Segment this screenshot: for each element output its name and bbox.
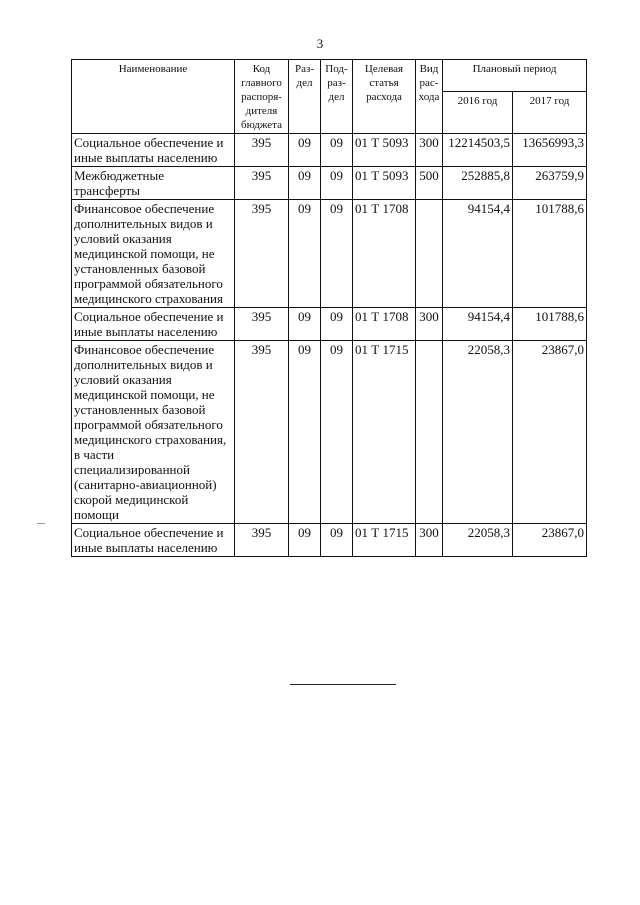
cell-target: 01 Т 5093 [353, 167, 416, 200]
cell-target: 01 Т 1715 [353, 341, 416, 524]
cell-section: 09 [289, 308, 321, 341]
header-target: Целевая статья расхода [353, 60, 416, 134]
cell-target: 01 Т 1708 [353, 308, 416, 341]
cell-2017: 23867,0 [513, 341, 587, 524]
cell-name: Социальное обеспечение и иные выплаты населению [72, 308, 235, 341]
cell-subsection: 09 [321, 200, 353, 308]
cell-target: 01 Т 5093 [353, 134, 416, 167]
cell-kind: 300 [416, 524, 443, 557]
cell-code: 395 [235, 524, 289, 557]
cell-2017: 263759,9 [513, 167, 587, 200]
cell-kind: 500 [416, 167, 443, 200]
table-row [72, 167, 587, 200]
cell-name: Межбюджетные трансферты [72, 167, 235, 200]
cell-2017: 13656993,3 [513, 134, 587, 167]
cell-2016: 94154,4 [443, 200, 513, 308]
margin-mark [37, 523, 45, 524]
cell-2016: 94154,4 [443, 308, 513, 341]
cell-section: 09 [289, 200, 321, 308]
cell-subsection: 09 [321, 134, 353, 167]
cell-section: 09 [289, 524, 321, 557]
cell-subsection: 09 [321, 308, 353, 341]
cell-code: 395 [235, 167, 289, 200]
cell-name: Финансовое обеспечение дополнительных видов и условий оказания медицинской помощи, не установленных базовой программой обязательного медицинского страхования, в части специализированной (санитарно-авиационной) скорой медицинской помощи [72, 341, 235, 524]
cell-code: 395 [235, 308, 289, 341]
table-row [72, 200, 587, 308]
cell-2017: 101788,6 [513, 308, 587, 341]
cell-2016: 22058,3 [443, 341, 513, 524]
cell-2016: 252885,8 [443, 167, 513, 200]
header-row [72, 60, 587, 92]
table-row [72, 134, 587, 167]
table-row [72, 524, 587, 557]
cell-code: 395 [235, 341, 289, 524]
header-planned-period: Плановый период [443, 60, 587, 92]
header-year-2016: 2016 год [443, 92, 513, 134]
cell-section: 09 [289, 341, 321, 524]
cell-2016: 22058,3 [443, 524, 513, 557]
header-kind: Вид рас- хода [416, 60, 443, 134]
budget-table [71, 59, 587, 557]
header-subsection: Под- раз- дел [321, 60, 353, 134]
cell-subsection: 09 [321, 524, 353, 557]
cell-2016: 12214503,5 [443, 134, 513, 167]
header-code: Код главного распоря- дителя бюджета [235, 60, 289, 134]
cell-target: 01 Т 1715 [353, 524, 416, 557]
cell-target: 01 Т 1708 [353, 200, 416, 308]
cell-name: Социальное обеспечение и иные выплаты населению [72, 524, 235, 557]
header-year-2017: 2017 год [513, 92, 587, 134]
cell-subsection: 09 [321, 167, 353, 200]
cell-kind: 300 [416, 308, 443, 341]
cell-subsection: 09 [321, 341, 353, 524]
cell-section: 09 [289, 134, 321, 167]
cell-2017: 101788,6 [513, 200, 587, 308]
header-section: Раз- дел [289, 60, 321, 134]
cell-kind: 300 [416, 134, 443, 167]
table-row [72, 341, 587, 524]
cell-code: 395 [235, 200, 289, 308]
cell-2017: 23867,0 [513, 524, 587, 557]
cell-name: Социальное обеспечение и иные выплаты населению [72, 134, 235, 167]
table-row [72, 308, 587, 341]
cell-code: 395 [235, 134, 289, 167]
cell-kind [416, 341, 443, 524]
cell-kind [416, 200, 443, 308]
page-number: 3 [316, 36, 324, 51]
footer-rule [290, 684, 396, 685]
header-name: Наименование [72, 60, 235, 134]
cell-section: 09 [289, 167, 321, 200]
cell-name: Финансовое обеспечение дополнительных видов и условий оказания медицинской помощи, не установленных базовой программой обязательного медицинского страхования [72, 200, 235, 308]
